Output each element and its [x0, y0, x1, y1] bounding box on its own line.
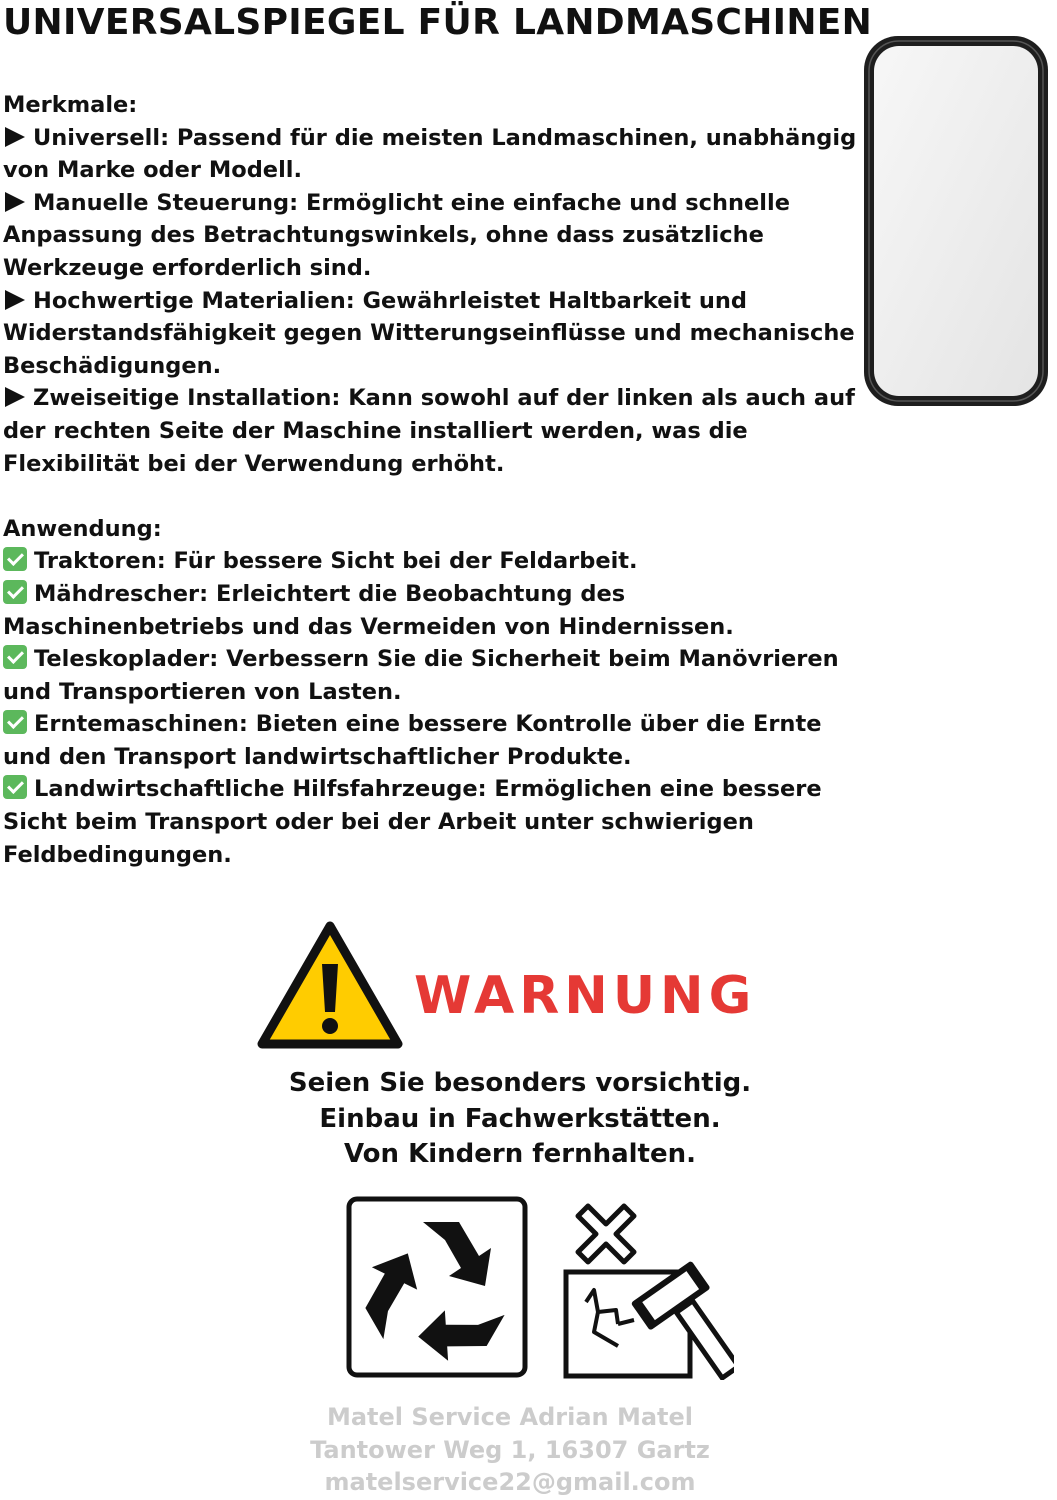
- footer-email: matelservice22@gmail.com: [324, 1468, 696, 1496]
- warning-title: WARNUNG: [414, 966, 757, 1026]
- recycle-icon: [346, 1196, 528, 1378]
- description-text: [3, 89, 858, 871]
- application-item: Mähdrescher: Erleichtert die Beobachtung des Maschinenbetriebs und das Vermeiden von Hindernissen.: [3, 580, 734, 640]
- play-triangle-icon: [5, 290, 25, 310]
- features-heading: Merkmale:: [3, 92, 138, 118]
- application-item: Teleskoplader: Verbessern Sie die Sicherheit beim Manövrieren und Transportieren von Lasten.: [3, 646, 839, 705]
- feature-item: Hochwertige Materialien: Gewährleistet Haltbarkeit und Widerstandsfähigkeit gegen Witterungseinflüsse und mechanische Beschädigungen.: [3, 287, 855, 379]
- warning-line: Von Kindern fernhalten.: [343, 1139, 696, 1169]
- check-mark-icon: [3, 645, 27, 669]
- application-item: Landwirtschaftliche Hilfsfahrzeuge: Ermöglichen eine bessere Sicht beim Transport oder bei der Arbeit unter schwierigen Feldbedingungen.: [3, 776, 822, 868]
- check-mark-icon: [3, 775, 27, 799]
- warning-triangle-icon: [256, 920, 404, 1052]
- play-triangle-icon: [5, 387, 25, 407]
- check-mark-icon: [3, 710, 27, 734]
- check-mark-icon: [3, 580, 27, 604]
- warning-text: [220, 1066, 820, 1173]
- application-heading: Anwendung:: [3, 515, 162, 542]
- mirror-image: [860, 32, 1052, 410]
- feature-item: Manuelle Steuerung: Ermöglicht eine einfache und schnelle Anpassung des Betrachtungswinkels, ohne dass zusätzliche Werkzeuge erforderlich sind.: [3, 189, 790, 281]
- play-triangle-icon: [5, 127, 25, 147]
- page-title: UNIVERSALSPIEGEL FÜR LANDMASCHINEN: [3, 2, 873, 43]
- footer-contact: [250, 1401, 770, 1499]
- footer-company: Matel Service Adrian Matel: [326, 1403, 694, 1431]
- do-not-break-icon: [558, 1194, 734, 1380]
- feature-item: Universell: Passend für die meisten Landmaschinen, unabhängig von Marke oder Modell.: [3, 124, 857, 184]
- footer-address: Tantower Weg 1, 16307 Gartz: [310, 1435, 710, 1464]
- spacer: [3, 480, 858, 513]
- application-item: Traktoren: Für bessere Sicht bei der Feldarbeit.: [3, 545, 858, 578]
- feature-item: Zweiseitige Installation: Kann sowohl auf der linken als auch auf der rechten Seite der Maschine installiert werden, was die Flexibilität bei der Verwendung erhöht.: [3, 385, 855, 477]
- play-triangle-icon: [5, 192, 25, 212]
- application-item: Erntemaschinen: Bieten eine bessere Kontrolle über die Ernte und den Transport landwirtschaftlicher Produkte.: [3, 711, 822, 770]
- warning-line: Seien Sie besonders vorsichtig.: [288, 1068, 752, 1098]
- check-mark-icon: [3, 547, 27, 571]
- warning-line: Einbau in Fachwerkstätten.: [319, 1103, 721, 1134]
